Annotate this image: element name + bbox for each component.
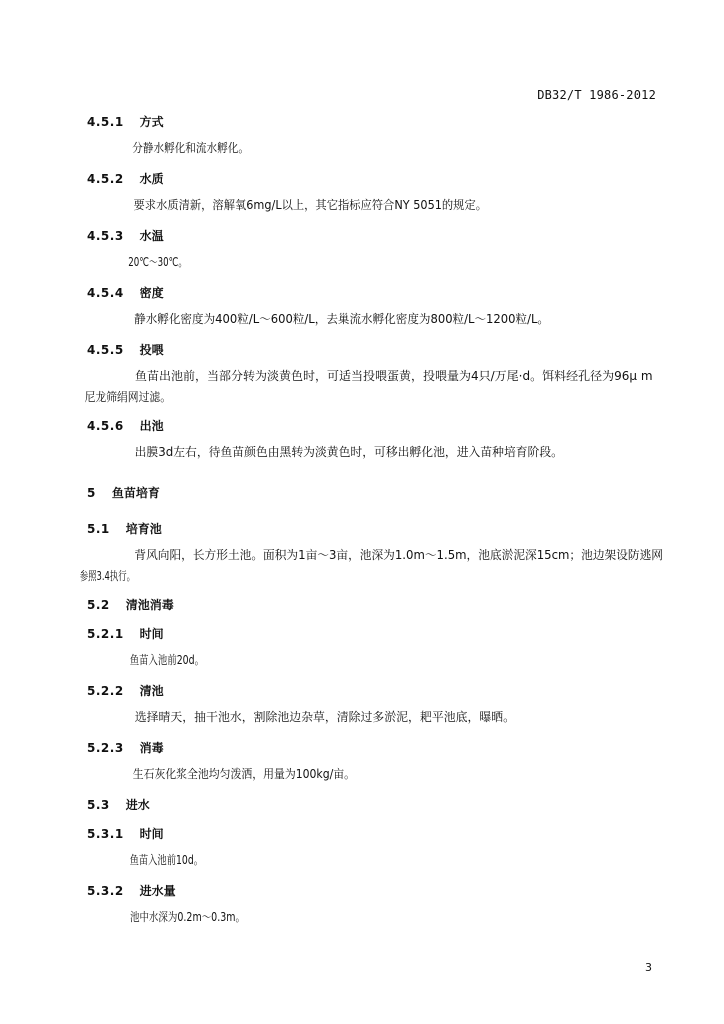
paragraph-line: 分静水孵化和流水孵化。 — [132, 141, 249, 155]
section-title: 方式 — [139, 115, 164, 129]
section-number: 4.5.5 — [87, 343, 124, 357]
paragraph — [79, 545, 667, 587]
section-heading — [87, 625, 667, 642]
section-title: 时间 — [139, 827, 164, 841]
section-title: 培育池 — [125, 522, 162, 536]
section-heading — [87, 796, 667, 813]
section-number: 5.2.2 — [87, 684, 124, 698]
paragraph-line: 鱼苗入池前10d。 — [129, 853, 203, 867]
section-title: 密度 — [139, 286, 164, 300]
section-heading — [87, 417, 667, 434]
section-number: 5.3 — [87, 798, 110, 812]
section-number: 5 — [87, 486, 96, 500]
paragraph — [87, 309, 667, 330]
section-number: 5.3.1 — [87, 827, 124, 841]
section-number: 5.2 — [87, 598, 110, 612]
section-number: 4.5.4 — [87, 286, 124, 300]
section-title: 清池消毒 — [125, 598, 174, 612]
section-title: 进水量 — [139, 884, 176, 898]
paragraph-line: 背风向阳，长方形土池。面积为1亩～3亩，池深为1.0m～1.5m，池底淤泥深15cm；池边架设防逃网 — [134, 548, 664, 562]
paragraph — [87, 195, 667, 216]
section-title: 鱼苗培育 — [111, 486, 160, 500]
paragraph-line: 要求水质清新，溶解氧6mg/L以上，其它指标应符合NY 5051的规定。 — [133, 198, 487, 212]
paragraph-line: 出膜3d左右，待鱼苗颜色由黑转为淡黄色时，可移出孵化池，进入苗种培育阶段。 — [134, 445, 564, 459]
paragraph — [87, 764, 667, 785]
section-number: 4.5.3 — [87, 229, 124, 243]
section-number: 4.5.2 — [87, 172, 124, 186]
section-heading — [87, 520, 667, 537]
header-standard-code: DB32/T 1986-2012 — [537, 88, 656, 102]
section-heading — [87, 682, 667, 699]
section-heading — [87, 825, 667, 842]
section-heading — [87, 113, 667, 130]
section-title: 进水 — [125, 798, 150, 812]
section-title: 消毒 — [139, 741, 164, 755]
paragraph-line: 鱼苗出池前，当部分转为淡黄色时，可适当投喂蛋黄，投喂量为4只/万尾·d。饵料经孔径为96μ m — [135, 369, 653, 383]
section-title: 投喂 — [139, 343, 164, 357]
paragraph-line: 池中水深为0.2m～0.3m。 — [129, 910, 245, 924]
section-heading — [87, 596, 667, 613]
section-heading — [87, 882, 667, 899]
page-number: 3 — [645, 961, 652, 974]
chapter-heading — [87, 484, 667, 501]
section-number: 5.2.3 — [87, 741, 124, 755]
paragraph-line: 20℃～30℃。 — [128, 255, 187, 269]
paragraph — [87, 850, 667, 871]
section-title: 水温 — [139, 229, 164, 243]
paragraph — [87, 138, 667, 159]
paragraph-line: 生石灰化浆全池均匀泼洒，用量为100kg/亩。 — [132, 767, 355, 781]
paragraph — [84, 366, 667, 408]
section-title: 清池 — [139, 684, 164, 698]
section-number: 4.5.1 — [87, 115, 124, 129]
paragraph-line: 鱼苗入池前20d。 — [129, 653, 204, 667]
section-number: 5.2.1 — [87, 627, 124, 641]
section-number: 4.5.6 — [87, 419, 124, 433]
section-title: 出池 — [139, 419, 164, 433]
section-title: 水质 — [139, 172, 164, 186]
paragraph — [87, 650, 667, 671]
section-number: 5.3.2 — [87, 884, 124, 898]
section-number: 5.1 — [87, 522, 110, 536]
paragraph — [87, 442, 667, 463]
paragraph — [87, 707, 667, 728]
section-heading — [87, 341, 667, 358]
section-heading — [87, 739, 667, 756]
section-title: 时间 — [139, 627, 164, 641]
paragraph-line: 参照3.4执行。 — [79, 569, 135, 583]
section-heading — [87, 227, 667, 244]
paragraph-line: 选择晴天，抽干池水，割除池边杂草，清除过多淤泥，耙平池底，曝晒。 — [134, 710, 515, 724]
paragraph-line: 尼龙筛绢网过滤。 — [84, 390, 171, 404]
paragraph — [87, 252, 667, 273]
section-heading — [87, 284, 667, 301]
paragraph-line: 静水孵化密度为400粒/L～600粒/L，去巢流水孵化密度为800粒/L～1200粒/L。 — [134, 312, 549, 326]
section-heading — [87, 170, 667, 187]
paragraph — [87, 907, 667, 928]
